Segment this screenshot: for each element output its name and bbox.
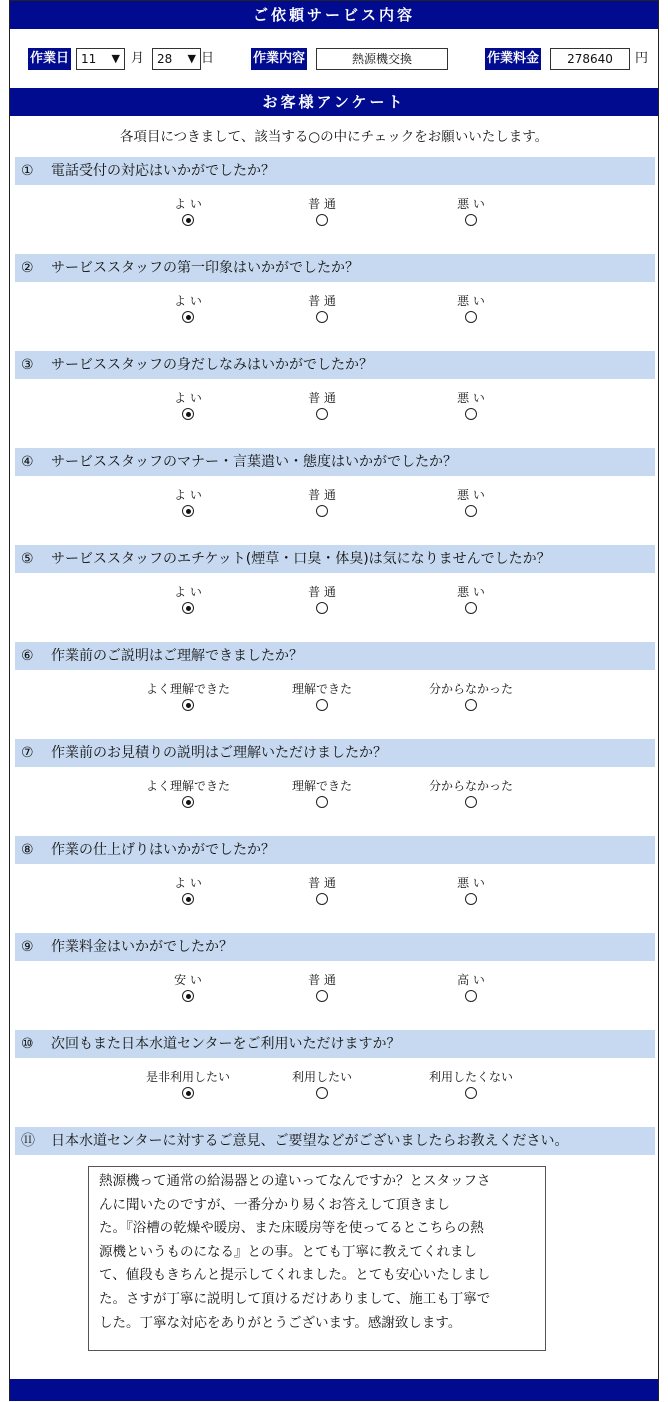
question-2 (15, 254, 655, 282)
answer-option-label: 高 い (457, 973, 485, 987)
answer-option-label: よ い (174, 197, 202, 211)
answer-option[interactable] (411, 973, 531, 1002)
question-3 (15, 351, 655, 379)
answer-option[interactable] (411, 488, 531, 517)
work-content-field[interactable]: 熱源機交換 (316, 48, 448, 70)
radio-selected[interactable] (182, 990, 194, 1002)
radio-selected[interactable] (182, 505, 194, 517)
radio-unselected[interactable] (316, 699, 328, 711)
question-text: サービススタッフのエチケット(煙草・口臭・体臭)は気になりませんでしたか？ (51, 551, 551, 567)
question-text: サービススタッフの第一印象はいかがでしたか？ (51, 260, 359, 276)
radio-selected[interactable] (182, 893, 194, 905)
survey-header (10, 88, 658, 116)
month-value: 11 (81, 52, 97, 66)
radio-selected[interactable] (182, 796, 194, 808)
month-unit: 月 (131, 51, 145, 66)
answer-option-label: 安 い (174, 973, 202, 987)
question-number: ① (21, 163, 34, 179)
answer-option-label: よ い (174, 294, 202, 308)
question-number: ⑥ (21, 648, 34, 664)
service-header (10, 1, 658, 29)
answer-option-label: よ い (174, 488, 202, 502)
radio-selected[interactable] (182, 699, 194, 711)
answer-option-label: 悪 い (457, 585, 485, 599)
question-10 (15, 1030, 655, 1058)
question-5 (15, 545, 655, 573)
answer-option[interactable] (128, 876, 248, 905)
radio-unselected[interactable] (465, 699, 477, 711)
radio-unselected[interactable] (316, 796, 328, 808)
chevron-down-icon: ▼ (187, 52, 196, 65)
radio-selected[interactable] (182, 1087, 194, 1099)
work-date-label: 作業日 (28, 48, 71, 70)
radio-unselected[interactable] (316, 1087, 328, 1099)
radio-selected[interactable] (182, 214, 194, 226)
survey-header-title: お客様アンケート (262, 93, 406, 111)
chevron-down-icon: ▼ (111, 52, 120, 65)
comment-line: た。『浴槽の乾燥や暖房、また床暖房等を使ってるとこちらの熱 (99, 1220, 484, 1237)
comment-line: んに聞いたのですが、一番分かり易くお答えして頂きまし (99, 1196, 450, 1213)
answer-option-label: 悪 い (457, 391, 485, 405)
question-text: 作業料金はいかがでしたか？ (51, 939, 233, 955)
question-9 (15, 933, 655, 961)
answer-option[interactable] (262, 294, 382, 323)
question-number: ⑦ (21, 745, 34, 761)
answer-option[interactable] (262, 682, 382, 711)
radio-unselected[interactable] (465, 408, 477, 420)
work-fee-field[interactable]: 278640 (550, 48, 630, 70)
answer-option-label: 利用したくない (428, 1070, 513, 1084)
question-number: ⑪ (21, 1133, 35, 1149)
survey-intro: 各項目につきまして、該当する○の中にチェックをお願いいたします。 (119, 129, 549, 145)
answer-option[interactable] (128, 973, 248, 1002)
answer-option[interactable] (411, 1070, 531, 1099)
answer-option-label: 分からなかった (428, 682, 513, 696)
answer-option[interactable] (262, 488, 382, 517)
answer-option[interactable] (262, 1070, 382, 1099)
answer-option-label: 普 通 (308, 294, 336, 308)
radio-selected[interactable] (182, 311, 194, 323)
service-header-title: ご依頼サービス内容 (252, 6, 415, 24)
answer-option-label: 普 通 (308, 488, 336, 502)
question-number: ③ (21, 357, 34, 373)
answer-option-label: 悪 い (457, 488, 485, 502)
answer-option-label: 悪 い (457, 294, 485, 308)
radio-unselected[interactable] (465, 990, 477, 1002)
answer-option-label: よ い (174, 876, 202, 890)
radio-selected[interactable] (182, 602, 194, 614)
day-select[interactable] (152, 48, 201, 70)
work-fee-label: 作業料金 (485, 48, 541, 70)
answer-option[interactable] (411, 779, 531, 808)
question-4 (15, 448, 655, 476)
radio-unselected[interactable] (316, 408, 328, 420)
radio-unselected[interactable] (316, 990, 328, 1002)
answer-option-label: 普 通 (308, 585, 336, 599)
question-number: ⑧ (21, 842, 34, 858)
comment-textarea[interactable] (88, 1166, 546, 1351)
answer-option[interactable] (128, 488, 248, 517)
work-content-label: 作業内容 (251, 48, 307, 70)
answer-option[interactable] (128, 779, 248, 808)
answer-option[interactable] (128, 682, 248, 711)
month-select[interactable] (76, 48, 125, 70)
answer-option-label: 悪 い (457, 197, 485, 211)
answer-option[interactable] (411, 294, 531, 323)
question-text: 作業の仕上げりはいかがでしたか？ (51, 842, 275, 858)
answer-option[interactable] (411, 682, 531, 711)
answer-option[interactable] (411, 391, 531, 420)
radio-unselected[interactable] (316, 311, 328, 323)
question-number: ⑩ (21, 1036, 34, 1052)
radio-unselected[interactable] (465, 214, 477, 226)
answer-option[interactable] (128, 1070, 248, 1099)
answer-option[interactable] (262, 779, 382, 808)
answer-option[interactable] (128, 197, 248, 226)
question-text: 電話受付の対応はいかがでしたか？ (51, 163, 275, 179)
radio-unselected[interactable] (465, 311, 477, 323)
question-text: 作業前のご説明はご理解できましたか？ (51, 648, 303, 664)
question-11 (15, 1127, 655, 1155)
answer-option[interactable] (128, 585, 248, 614)
answer-option-label: よ い (174, 391, 202, 405)
comment-line: した。丁寧な対応をありがとうございます。感謝致します。 (99, 1314, 462, 1331)
service-info-row (10, 48, 658, 72)
radio-unselected[interactable] (465, 796, 477, 808)
answer-option-label: 分からなかった (428, 779, 513, 793)
answer-option-label: よく理解できた (145, 779, 230, 793)
survey-form (9, 0, 659, 1401)
answer-option-label: 普 通 (308, 197, 336, 211)
answer-option[interactable] (262, 876, 382, 905)
question-text: 日本水道センターに対するご意見、ご要望などがございましたらお教えください。 (51, 1133, 569, 1149)
radio-unselected[interactable] (316, 893, 328, 905)
question-7 (15, 739, 655, 767)
answer-option-label: よく理解できた (145, 682, 230, 696)
comment-line: て、値段もきちんと提示してくれました。とても安心いたしまし (99, 1267, 491, 1284)
question-number: ⑤ (21, 551, 34, 567)
answer-option-label: 悪 い (457, 876, 485, 890)
question-text: サービススタッフの身だしなみはいかがでしたか？ (51, 357, 373, 373)
comment-line: 熱源機って通常の給湯器との違いってなんですか？とスタッフさ (99, 1173, 491, 1189)
answer-option[interactable] (411, 876, 531, 905)
answer-option-label: 是非利用したい (145, 1070, 230, 1084)
answer-option-label: 理解できた (291, 682, 352, 696)
footer-band (10, 1379, 658, 1401)
answer-option-label: 普 通 (308, 973, 336, 987)
question-text: 作業前のお見積りの説明はご理解いただけましたか？ (51, 745, 387, 761)
radio-selected[interactable] (182, 408, 194, 420)
question-number: ⑨ (21, 939, 34, 955)
radio-unselected[interactable] (316, 602, 328, 614)
answer-option[interactable] (128, 391, 248, 420)
answer-option-label: よ い (174, 585, 202, 599)
answer-option-label: 普 通 (308, 391, 336, 405)
question-number: ④ (21, 454, 34, 470)
comment-line: た。さすが丁寧に説明して頂けるだけありまして、施工も丁寧で (99, 1290, 491, 1307)
day-unit: 日 (201, 51, 215, 66)
fee-unit: 円 (635, 51, 649, 66)
answer-option[interactable] (262, 585, 382, 614)
answer-option[interactable] (262, 391, 382, 420)
radio-unselected[interactable] (465, 893, 477, 905)
question-text: 次回もまた日本水道センターをご利用いただけますか？ (51, 1036, 401, 1052)
radio-unselected[interactable] (465, 505, 477, 517)
day-value: 28 (157, 52, 173, 66)
answer-option[interactable] (411, 197, 531, 226)
radio-unselected[interactable] (316, 214, 328, 226)
answer-option[interactable] (262, 973, 382, 1002)
answer-option-label: 利用したい (291, 1070, 352, 1084)
question-1 (15, 157, 655, 185)
question-8 (15, 836, 655, 864)
question-6 (15, 642, 655, 670)
radio-unselected[interactable] (316, 505, 328, 517)
answer-option-label: 普 通 (308, 876, 336, 890)
answer-option-label: 理解できた (291, 779, 352, 793)
comment-line: 源機というものになる』との事。とても丁寧に教えてくれまし (99, 1243, 477, 1260)
answer-option[interactable] (128, 294, 248, 323)
answer-option[interactable] (411, 585, 531, 614)
question-number: ② (21, 260, 34, 276)
radio-unselected[interactable] (465, 1087, 477, 1099)
radio-unselected[interactable] (465, 602, 477, 614)
question-text: サービススタッフのマナー・言葉遣い・態度はいかがでしたか？ (51, 454, 457, 470)
answer-option[interactable] (262, 197, 382, 226)
